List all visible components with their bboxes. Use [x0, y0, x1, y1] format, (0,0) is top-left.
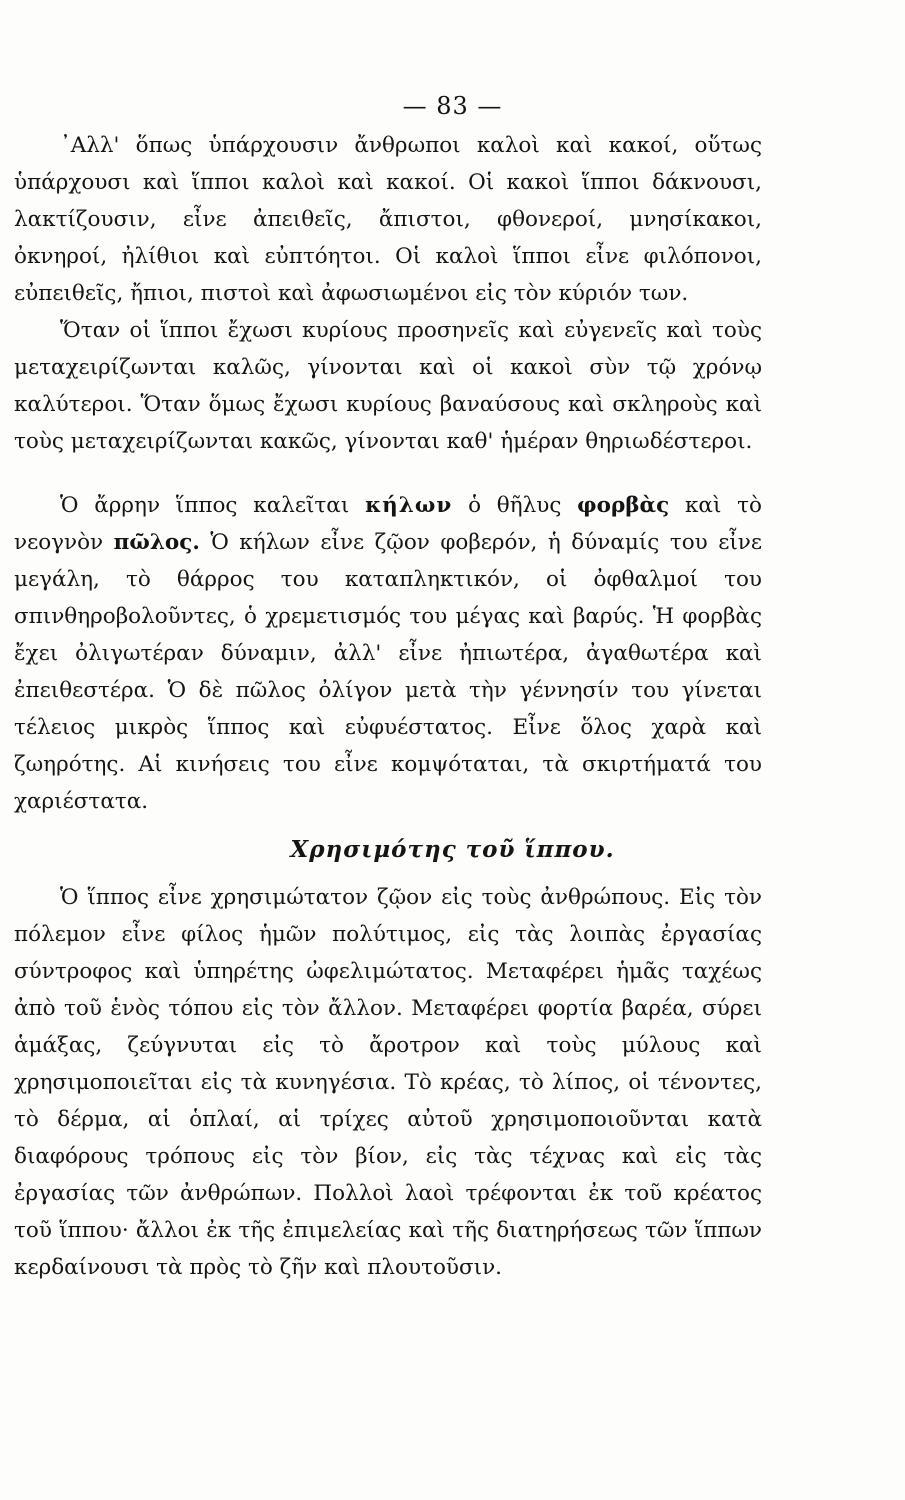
text-run: καὶ τὸ νεογνὸν	[14, 493, 762, 555]
section-heading: Χρησιμότης τοῦ ἵππου.	[290, 836, 615, 863]
text-block-horse-names	[14, 488, 762, 821]
paragraph-horse-names	[14, 488, 762, 821]
term-forvas: φορβὰς	[577, 493, 670, 518]
text-run: Ὁ κήλων εἶνε ζῷον φοβερόν, ἡ δύναμίς του εἶνε μεγάλη, τὸ θάρρος του καταπληκτικόν, οἱ ὀφθαλμοί του σπινθηροβολοῦντες, ὁ χρεμετισμός του μέγας καὶ βαρύς. Ἡ φορβὰς ἔχει ὀλιγωτέραν δύναμιν, ἀλλ' εἶνε ἠπιωτέρα, ἀγαθωτέρα καὶ ἐπειθεστέρα. Ὁ δὲ πῶλος ὀλίγον μετὰ τὴν γέννησίν του γίνεται τέλειος μικρὸς ἵππος καὶ εὐφυέστατος. Εἶνε ὅλος χαρὰ καὶ ζωηρότης. Αἱ κινήσεις του εἶνε κομψόταται, τὰ σκιρτήματά του χαριέστατα.	[14, 529, 763, 814]
text-block-usefulness	[14, 880, 762, 1287]
text-run: ὁ θῆλυς	[468, 493, 562, 518]
paragraph-treatment-of-horses: Ὅταν οἱ ἵπποι ἔχωσι κυρίους προσηνεῖς καὶ εὐγενεῖς καὶ τοὺς μεταχειρίζωνται καλῶς, γίνονται καὶ οἱ κακοὶ σὺν τῷ χρόνῳ καλύτεροι. Ὅταν ὅμως ἔχωσι κυρίους βαναύσους καὶ σκληροὺς καὶ τοὺς μεταχειρίζωνται κακῶς, γίνονται καθ' ἡμέραν θηριωδέστεροι.	[14, 317, 762, 454]
term-kilon: κήλων	[365, 493, 453, 518]
paragraph-good-bad-horses: ᾿Αλλ' ὅπως ὑπάρχουσιν ἄνθρωποι καλοὶ καὶ κακοί, οὕτως ὑπάρχουσι καὶ ἵπποι καλοὶ καὶ κακοί. Οἱ κακοὶ ἵπποι δάκνουσι, λακτίζουσιν, εἶνε ἀπειθεῖς, ἄπιστοι, φθονεροί, μνησίκακοι, ὀκνηροί, ἠλίθιοι καὶ εὐπτόητοι. Οἱ καλοὶ ἵπποι εἶνε φιλόπονοι, εὐπειθεῖς, ἤπιοι, πιστοὶ καὶ ἀφωσιωμένοι εἰς τὸν κύριόν των.	[14, 133, 762, 306]
text-run: Ὁ ἄρρην ἵππος καλεῖται	[60, 493, 350, 518]
page-number: — 83 —	[402, 92, 503, 120]
text-block-good-and-bad-horses	[14, 128, 762, 461]
term-polos: πῶλος.	[113, 529, 200, 555]
paragraph-usefulness-of-horse: Ὁ ἵππος εἶνε χρησιμώτατον ζῷον εἰς τοὺς ἀνθρώπους. Εἰς τὸν πόλεμον εἶνε φίλος ἡμῶν πολύτιμος, εἰς τὰς λοιπὰς ἐργασίας σύντροφος καὶ ὑπηρέτης ὠφελιμώτατος. Μεταφέρει ἡμᾶς ταχέως ἀπὸ τοῦ ἑνὸς τόπου εἰς τὸν ἄλλον. Μεταφέρει φορτία βαρέα, σύρει ἁμάξας, ζεύγνυται εἰς τὸ ἄροτρον καὶ τοὺς μύλους καὶ χρησιμοποιεῖται εἰς τὰ κυνηγέσια. Τὸ κρέας, τὸ λίπος, οἱ τένοντες, τὸ δέρμα, αἱ ὁπλαί, αἱ τρίχες αὐτοῦ χρησιμοποιοῦνται κατὰ διαφόρους τρόπους εἰς τὸν βίον, εἰς τὰς τέχνας καὶ εἰς τὰς ἐργασίας τῶν ἀνθρώπων. Πολλοὶ λαοὶ τρέφονται ἐκ τοῦ κρέατος τοῦ ἵππου· ἄλλοι ἐκ τῆς ἐπιμελείας καὶ τῆς διατηρήσεως τῶν ἵππων κερδαίνουσι τὰ πρὸς τὸ ζῆν καὶ πλουτοῦσιν.	[14, 885, 762, 1280]
